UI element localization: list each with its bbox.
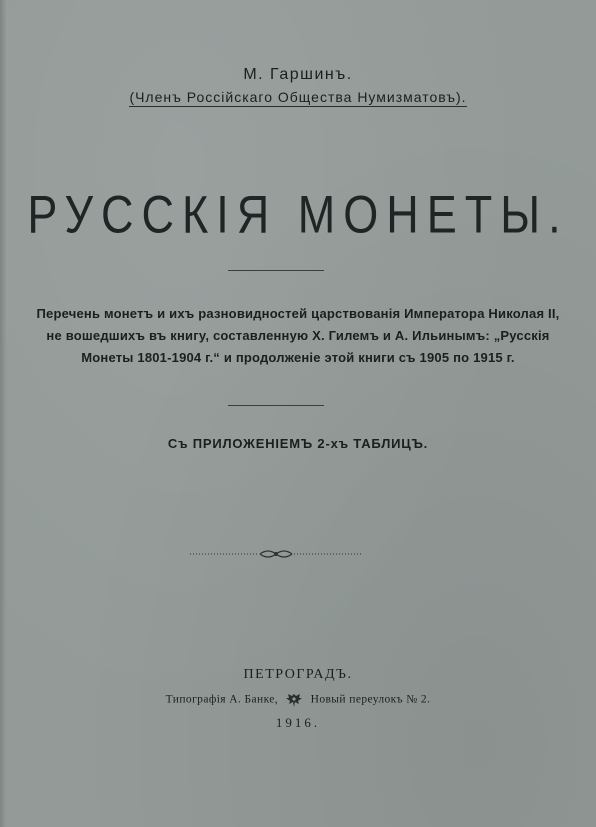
book-title: РУССКІЯ МОНЕТЫ.: [27, 184, 569, 245]
author-membership: [0, 89, 596, 105]
divider-rule-bottom: [228, 405, 324, 406]
printer-line: [0, 692, 596, 708]
description-line: не вошедшихъ въ книгу, составленную Х. Гилемъ и А. Ильинымъ: „Русскія: [46, 328, 550, 343]
description-line: Монеты 1801-1904 г.“ и продолженіе этой книги съ 1905 по 1915 г.: [81, 350, 515, 365]
author-membership-text: (Членъ Россійскаго Общества Нумизматовъ).: [129, 89, 467, 105]
divider-rule-top: [228, 270, 324, 271]
author-name: М. Гаршинъ.: [243, 66, 353, 83]
publication-year: 1916.: [275, 715, 321, 730]
divider-ornament-icon: [190, 545, 362, 563]
description-line: Перечень монетъ и ихъ разновидностей царствованія Императора Николая II,: [36, 306, 560, 321]
appendix-note: Съ ПРИЛОЖЕНІЕМЪ 2-хъ ТАБЛИЦЪ.: [167, 436, 429, 451]
book-description: [18, 303, 578, 369]
printer-address: Новый переулокъ № 2.: [310, 693, 431, 706]
double-headed-eagle-icon: [285, 692, 303, 708]
publication-city: ПЕТРОГРАДЪ.: [243, 667, 353, 682]
printer-name: Типографія А. Банке,: [165, 693, 279, 706]
